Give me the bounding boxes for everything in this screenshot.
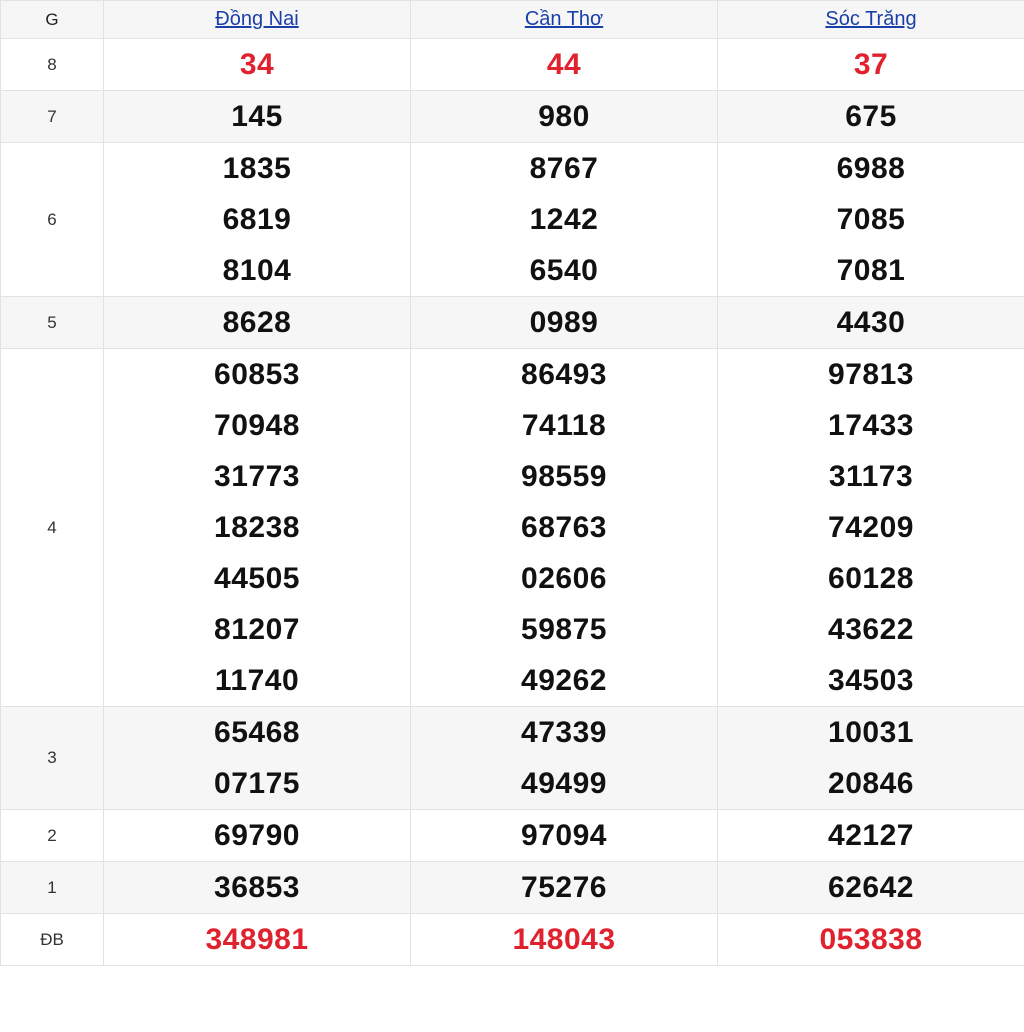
prize-row-8 <box>1 39 1024 91</box>
prize-row-4 <box>1 349 1024 707</box>
prize-cell <box>104 810 411 862</box>
prize-number: 49499 <box>521 767 607 800</box>
prize-number: 74118 <box>521 409 607 442</box>
prize-cell <box>411 39 718 91</box>
prize-number: 60128 <box>828 562 914 595</box>
prize-number: 10031 <box>828 716 914 749</box>
prize-cell <box>411 862 718 914</box>
prize-number: 18238 <box>214 511 300 544</box>
prize-number: 20846 <box>828 767 914 800</box>
prize-label: 1 <box>1 862 104 914</box>
prize-label: 2 <box>1 810 104 862</box>
prize-row-2 <box>1 810 1024 862</box>
prize-row-6 <box>1 143 1024 297</box>
prize-number: 59875 <box>521 613 607 646</box>
prize-number: 37 <box>853 48 889 81</box>
special-prize-number: 053838 <box>819 923 923 956</box>
prize-number: 68763 <box>521 511 607 544</box>
prize-label: 7 <box>1 91 104 143</box>
prize-column-header: G <box>1 1 104 39</box>
prize-number: 81207 <box>214 613 300 646</box>
province-header-dong-nai <box>104 1 411 39</box>
prize-number: 42127 <box>828 819 914 852</box>
prize-number: 75276 <box>521 871 607 904</box>
prize-cell <box>104 862 411 914</box>
prize-cell <box>411 297 718 349</box>
province-link-can-tho[interactable]: Cần Thơ <box>524 8 604 30</box>
prize-number: 7081 <box>836 254 906 287</box>
prize-row-3 <box>1 707 1024 810</box>
prize-number: 97813 <box>828 358 914 391</box>
header-row <box>1 1 1024 39</box>
prize-row-5 <box>1 297 1024 349</box>
prize-cell <box>104 91 411 143</box>
prize-number: 02606 <box>521 562 607 595</box>
prize-number: 980 <box>538 100 590 133</box>
prize-row-1 <box>1 862 1024 914</box>
prize-label: 6 <box>1 143 104 297</box>
prize-cell <box>718 91 1024 143</box>
prize-cell <box>718 297 1024 349</box>
prize-cell <box>718 862 1024 914</box>
prize-cell <box>718 143 1024 297</box>
prize-number: 36853 <box>214 871 300 904</box>
prize-number: 6540 <box>529 254 599 287</box>
prize-row-7 <box>1 91 1024 143</box>
prize-cell <box>104 707 411 810</box>
prize-number: 65468 <box>214 716 300 749</box>
prize-number: 07175 <box>214 767 300 800</box>
prize-number: 6819 <box>222 203 292 236</box>
prize-number: 675 <box>845 100 897 133</box>
prize-number: 70948 <box>214 409 300 442</box>
province-link-dong-nai[interactable]: Đồng Nai <box>215 8 299 30</box>
prize-number: 1242 <box>529 203 599 236</box>
prize-number: 8104 <box>222 254 292 287</box>
prize-number: 31773 <box>214 460 300 493</box>
prize-number: 74209 <box>828 511 914 544</box>
prize-number: 145 <box>231 100 283 133</box>
prize-cell <box>104 39 411 91</box>
province-header-can-tho <box>411 1 718 39</box>
special-prize-number: 148043 <box>512 923 616 956</box>
prize-number: 86493 <box>521 358 607 391</box>
prize-number: 31173 <box>828 460 914 493</box>
prize-number: 60853 <box>214 358 300 391</box>
prize-number: 44 <box>546 48 582 81</box>
prize-number: 98559 <box>521 460 607 493</box>
special-prize-number: 348981 <box>205 923 309 956</box>
prize-row-special <box>1 914 1024 966</box>
prize-cell <box>104 297 411 349</box>
prize-number: 4430 <box>836 306 906 339</box>
prize-number: 8767 <box>529 152 599 185</box>
prize-cell <box>411 349 718 707</box>
prize-number: 1835 <box>222 152 292 185</box>
prize-cell <box>411 914 718 966</box>
prize-label: ĐB <box>1 914 104 966</box>
prize-number: 8628 <box>222 306 292 339</box>
prize-number: 34 <box>239 48 275 81</box>
prize-number: 43622 <box>828 613 914 646</box>
prize-cell <box>104 349 411 707</box>
province-header-soc-trang <box>718 1 1024 39</box>
prize-number: 49262 <box>521 664 607 697</box>
prize-number: 6988 <box>836 152 906 185</box>
prize-cell <box>718 349 1024 707</box>
prize-label: 4 <box>1 349 104 707</box>
prize-number: 44505 <box>214 562 300 595</box>
prize-cell <box>411 810 718 862</box>
prize-cell <box>411 143 718 297</box>
prize-cell <box>104 143 411 297</box>
prize-cell <box>104 914 411 966</box>
prize-number: 11740 <box>214 664 300 697</box>
prize-cell <box>718 810 1024 862</box>
prize-label: 8 <box>1 39 104 91</box>
prize-cell <box>411 91 718 143</box>
prize-label: 5 <box>1 297 104 349</box>
prize-cell <box>718 39 1024 91</box>
prize-cell <box>718 914 1024 966</box>
prize-number: 34503 <box>828 664 914 697</box>
prize-cell <box>411 707 718 810</box>
prize-number: 0989 <box>529 306 599 339</box>
province-link-soc-trang[interactable]: Sóc Trăng <box>825 8 917 30</box>
prize-label: 3 <box>1 707 104 810</box>
prize-number: 17433 <box>828 409 914 442</box>
prize-number: 47339 <box>521 716 607 749</box>
prize-number: 69790 <box>214 819 300 852</box>
prize-number: 97094 <box>521 819 607 852</box>
prize-number: 62642 <box>828 871 914 904</box>
prize-number: 7085 <box>836 203 906 236</box>
prize-cell <box>718 707 1024 810</box>
